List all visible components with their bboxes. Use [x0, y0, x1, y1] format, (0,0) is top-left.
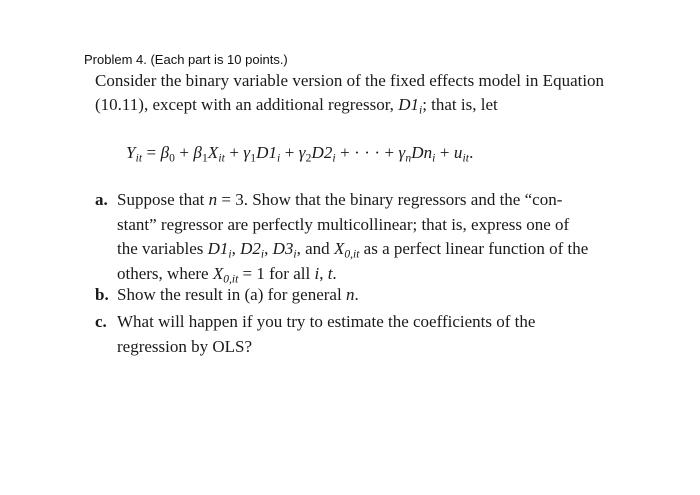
fixed-effects-equation: $Y_{it} = \beta_0 + \beta_1X_{it} + \gamma_1D1_i + \gamma_2D2_i$ + · · · + $\gamma_nDn_i + u_{it}$.	[126, 143, 474, 165]
problem-intro	[95, 69, 655, 117]
part-c-text: What will happen if you try to estimate the coefficients of the regression by OLS?	[117, 312, 536, 356]
intro-line-2: (10.11), except with an additional regressor, $D1_i$; that is, let	[95, 95, 498, 117]
intro-line-1: Consider the binary variable version of the fixed effects model in Equation	[95, 71, 605, 90]
part-a-label: a.	[95, 190, 108, 209]
part-b-label: b.	[95, 285, 109, 304]
part-c	[95, 310, 635, 362]
part-b-text: Show the result in (a) for general n.	[117, 285, 359, 304]
part-a-text: Suppose that n = 3. Show that the binary regressors and the “con- stant” regressor are perfectly multicollinear; that is, express one of the variables $D1_i$, $D2_i$, $D3_i$, and $X_{0,it}$ as a perfect linear function of the others, where $X_{0,it} = 1$ for all i, t.	[117, 190, 589, 286]
part-a	[95, 188, 635, 288]
part-b	[95, 283, 635, 309]
part-c-label: c.	[95, 312, 107, 331]
problem-header: Problem 4. (Each part is 10 points.)	[84, 52, 288, 67]
